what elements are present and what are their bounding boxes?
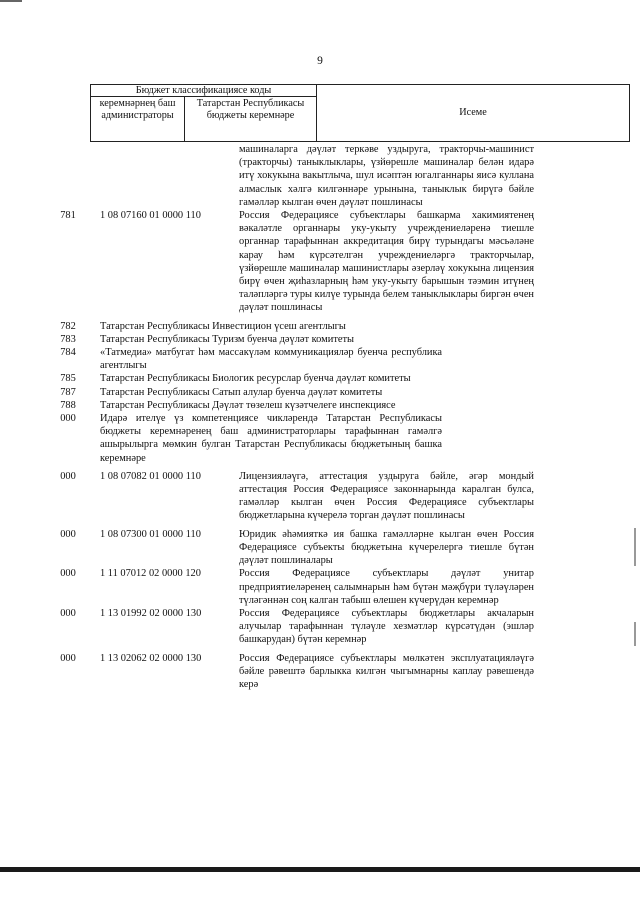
header-name: Исеме xyxy=(316,84,630,142)
admin-code: 000 xyxy=(60,413,76,425)
table-row xyxy=(0,386,640,399)
admin-code: 782 xyxy=(60,320,76,332)
admin-code: 788 xyxy=(60,399,76,411)
header-classification-code: Бюджет классификациясе коды xyxy=(90,84,317,97)
revenue-name: Лицензияләүгә, аттестация уздыруга бәйле, әгәр мондый аттестация Россия Федерациясе законнарында каралган булса, гамәлләр кылган өчен Россия Федерациясе субъектлары бюджетларына күчерелә торган дәүләт пошлинасы xyxy=(239,470,534,522)
revenue-code: 1 08 07300 01 0000 110 xyxy=(100,528,201,540)
table-body xyxy=(0,143,640,691)
revenue-name: машиналарга дәүләт теркәве уздыруга, тракторчы-машинист (тракторчы) таныклыклары, үзйөрешле машиналар белән идарә итү хокукына вакытлыча, шул исәптән югалганнары яисә куллана алмаслык хәлгә килгәннәре урынына, таныклык бирүгә бәйле гамәлләр кылган өчен дәүләт пошлинасы xyxy=(239,144,534,208)
administrator-name: Татарстан Республикасы Инвестицион үсеш агентлыгы xyxy=(100,320,346,332)
table-row xyxy=(0,372,640,385)
header-budget-revenue: Татарстан Республикасы бюджеты керемнәре xyxy=(184,96,317,142)
table-row xyxy=(0,320,640,333)
revenue-name: Россия Федерациясе субъектлары дәүләт унитар предприятиеләренең салымнарын һәм бүтән мәҗбүри түләүләрен түләгәннән соң калган табыш өлешен күчерүдән керемнәр xyxy=(239,568,534,606)
administrator-name: Татарстан Республикасы Биологик ресурслар буенча дәүләт комитеты xyxy=(100,373,411,385)
admin-code: 000 xyxy=(60,528,76,540)
admin-code: 783 xyxy=(60,333,76,345)
admin-code: 787 xyxy=(60,386,76,398)
scan-corner-mark xyxy=(0,0,22,2)
administrator-name: Татарстан Республикасы Дәүләт төзелеш күзәтчелеге инспекциясе xyxy=(100,399,396,411)
table-row xyxy=(0,470,640,523)
administrator-name: Татарстан Республикасы Сатып алулар буенча дәүләт комитеты xyxy=(100,386,383,398)
revenue-name: Юридик әһәмияткә ия башка гамәлләрне кылган өчен Россия Федерациясе субъекты бюджетына күчерелергә тиешле бүтән дәүләт пошлиналары xyxy=(239,528,534,567)
admin-code: 784 xyxy=(60,347,76,359)
table-row xyxy=(0,652,640,692)
admin-code: 000 xyxy=(60,607,76,619)
table-row xyxy=(0,607,640,647)
revenue-code: 1 13 02062 02 0000 130 xyxy=(100,652,202,664)
revenue-name: Россия Федерациясе субъектлары бюджетлары акчаларын алучылар тарафыннан түләүле хезмәтләр күрсәтүдән (эшләр башкарудан) бүтән керемнәр xyxy=(239,607,534,646)
revenue-code: 1 08 07082 01 0000 110 xyxy=(100,470,201,482)
table-row xyxy=(0,143,640,209)
scan-bottom-bar xyxy=(0,867,640,872)
revenue-code: 1 08 07160 01 0000 110 xyxy=(100,210,201,222)
admin-code: 000 xyxy=(60,652,76,664)
administrator-name: Татарстан Республикасы Туризм буенча дәүләт комитеты xyxy=(100,333,354,345)
table-row xyxy=(0,399,640,412)
table-row xyxy=(0,528,640,568)
table-row xyxy=(0,346,640,372)
table-row xyxy=(0,209,640,315)
revenue-code: 1 11 07012 02 0000 120 xyxy=(100,568,201,580)
page-number: 9 xyxy=(317,55,323,67)
revenue-name: Россия Федерациясе субъектлары башкарма хакимиятенең вәкаләтле органнары уку-укыту учреждениеләренә тиешле органнар тарафыннан аккредитация бирү турындагы мәсьәләне карау һәм күрсәтелгән учреждениеләргә тракторчылар, үзйөрешле машиналар машинистлары әзерләү хокукына лицензия бирү өчен җиһазларның һәм уку-укыту барышын тәэмин итүнең таләпләргә туры килүе турында белем таныклыклары биргән өчен дәүләт пошлинасы xyxy=(239,210,534,314)
table-row xyxy=(0,333,640,346)
table-header xyxy=(90,84,630,142)
admin-code: 781 xyxy=(60,210,76,222)
admin-code xyxy=(0,143,96,209)
table-row xyxy=(0,567,640,607)
admin-code: 000 xyxy=(60,568,76,580)
revenue-code: 1 13 01992 02 0000 130 xyxy=(100,607,202,619)
administrator-name: «Татмедиа» матбугат һәм массакүләм коммуникацияләр буенча республика агентлыгы xyxy=(100,347,442,372)
scan-edge-mark xyxy=(634,528,636,566)
admin-code: 785 xyxy=(60,373,76,385)
revenue-name: Россия Федерациясе субъектлары мөлкәтен эксплуатацияләүгә бәйле рәвештә барлыкка килгән чыгымнарны каплау рәвешендә керә xyxy=(239,652,534,690)
administrator-name: Идарә ителүе үз компетенциясе чикләрендә Татарстан Республикасы бюджеты керемнәренең баш администраторлары тарафыннан гамәлгә ашырылырга мөмкин булган Татарстан Республикасы бюджетының башка керемнәре xyxy=(100,413,442,464)
revenue-code xyxy=(96,143,232,209)
header-chief-administrator: керемнәрнең баш администраторы xyxy=(90,96,185,142)
scan-edge-mark xyxy=(634,622,636,646)
admin-code: 000 xyxy=(60,470,76,482)
table-row xyxy=(0,412,640,465)
